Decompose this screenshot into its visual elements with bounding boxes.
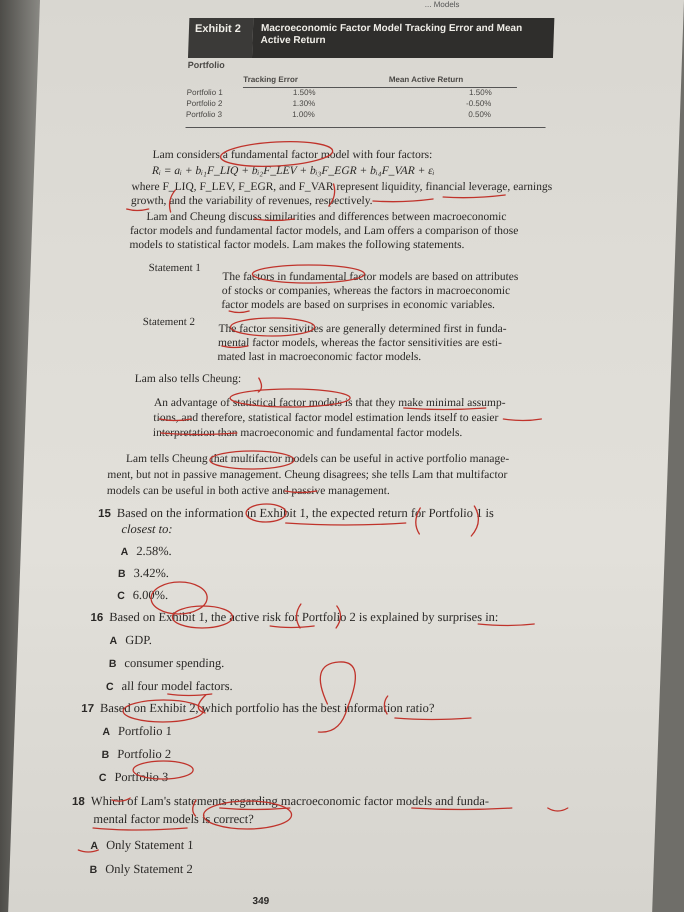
statement-2-line: mated last in macroeconomic factor models.	[217, 351, 422, 363]
question-text: Based on Exhibit 1, the active risk for Portfolio 2 is explained by surprises in:	[109, 610, 499, 624]
answer-option	[120, 544, 172, 559]
intro-line: growth, and the variability of revenues, respectively.	[130, 195, 373, 207]
pen-underline	[270, 626, 314, 628]
option-text: GDP.	[125, 633, 153, 647]
pen-underline	[168, 694, 212, 696]
column-header-mean-active-return: Mean Active Return	[388, 75, 464, 84]
column-header-tracking-error: Tracking Error	[243, 75, 299, 84]
statement-1-line: of stocks or companies, whereas the factors in macroeconomic	[221, 285, 511, 297]
question-15	[98, 506, 494, 522]
option-letter: C	[98, 772, 107, 784]
option-letter: B	[117, 568, 126, 580]
exhibit-title: Macroeconomic Factor Model Tracking Error and Mean Active Return	[252, 18, 554, 58]
question-16	[90, 610, 499, 626]
intro-line: Lam and Cheung discuss similarities and differences between macroeconomic	[146, 211, 507, 223]
pen-loop	[318, 662, 355, 732]
paragraph-line: models can be useful in both active and passive management.	[106, 485, 391, 497]
question-text: Based on Exhibit 2, which portfolio has the best information ratio?	[99, 701, 435, 715]
statement-2-label: Statement 2	[142, 316, 196, 328]
answer-option	[99, 770, 169, 785]
table-cell: 0.50%	[468, 110, 492, 119]
option-text: 6.00%.	[132, 588, 169, 602]
answer-option	[109, 656, 225, 671]
table-cell: Portfolio 3	[185, 110, 223, 119]
lam-tells-cheung: Lam also tells Cheung:	[134, 373, 242, 385]
option-letter: A	[109, 635, 118, 647]
table-cell: 1.00%	[292, 110, 316, 119]
pen-bracket	[258, 378, 261, 392]
running-header: ... Models	[424, 0, 460, 9]
answer-option	[102, 724, 172, 739]
answer-option	[118, 566, 170, 581]
pen-underline	[548, 808, 568, 811]
exhibit-2	[186, 18, 555, 128]
table-rule	[186, 127, 546, 128]
option-letter: A	[102, 726, 111, 738]
option-letter: A	[120, 546, 129, 558]
page-number: 349	[252, 896, 270, 907]
table-cell: -0.50%	[465, 99, 492, 108]
paragraph-line: Lam tells Cheung that multifactor models can be useful in active portfolio manage-	[125, 453, 510, 465]
statement-1-label: Statement 1	[148, 262, 202, 274]
option-letter: B	[89, 864, 98, 876]
question-number: 16	[90, 612, 104, 624]
question-text: Based on the information in Exhibit 1, the expected return for Portfolio 1 is	[116, 506, 495, 520]
answer-option	[106, 679, 233, 694]
option-letter: B	[108, 658, 117, 670]
pen-underline	[373, 195, 505, 202]
exhibit-tag: Exhibit 2	[188, 18, 253, 58]
statement-1-line: The factors in fundamental factor models are based on attributes	[222, 271, 519, 283]
column-header-portfolio: Portfolio	[187, 60, 225, 70]
answer-option	[109, 633, 152, 648]
exhibit-column-headers	[243, 72, 518, 88]
statement-2-line: The factor sensitivities are generally determined first in funda-	[218, 323, 507, 335]
pen-underline	[395, 718, 471, 720]
answer-option	[90, 838, 194, 853]
option-letter: B	[101, 749, 110, 761]
table-cell: 1.50%	[292, 88, 316, 97]
table-row	[187, 88, 517, 99]
question-number: 17	[81, 703, 95, 715]
option-text: Portfolio 2	[117, 747, 172, 761]
book-page	[8, 0, 684, 912]
intro-line: factor models and fundamental factor models, and Lam offers a comparison of those	[129, 225, 519, 237]
table-cell: Portfolio 2	[186, 99, 223, 108]
question-17	[81, 701, 435, 717]
statement-1-line: factor models are based on surprises in economic variables.	[221, 299, 496, 311]
option-text: Portfolio 1	[117, 724, 173, 738]
table-cell: 1.50%	[468, 88, 492, 97]
question-text-cont: mental factor models is correct?	[93, 812, 255, 826]
question-number: 15	[97, 508, 112, 520]
question-text: Which of Lam's statements regarding macroeconomic factor models and funda-	[90, 794, 490, 808]
option-letter: C	[116, 590, 125, 602]
pen-underline	[127, 209, 149, 211]
option-text: 3.42%.	[133, 566, 170, 580]
paragraph-line: ment, but not in passive management. Cheung disagrees; she tells Lam that multifactor	[107, 469, 508, 481]
quote-line: interpretation than macroeconomic and fundamental factor models.	[152, 427, 463, 439]
table-row	[186, 110, 516, 121]
table-cell: Portfolio 1	[186, 88, 223, 97]
option-text: Only Statement 2	[105, 862, 193, 876]
option-letter: C	[105, 681, 114, 693]
answer-option	[89, 862, 193, 877]
table-row	[186, 99, 516, 110]
option-text: 2.58%.	[136, 544, 173, 558]
option-text: all four model factors.	[121, 679, 233, 693]
exhibit-header	[188, 18, 554, 58]
question-text-cont: closest to:	[121, 522, 173, 536]
option-text: consumer spending.	[124, 656, 225, 670]
intro-line: models to statistical factor models. Lam makes the following statements.	[129, 239, 465, 251]
question-18	[72, 794, 490, 810]
intro-line: Lam considers a fundamental factor model with four factors:	[152, 149, 433, 161]
option-text: Only Statement 1	[105, 838, 194, 852]
statement-2-line: mental factor models, whereas the factor sensitivities are esti-	[217, 337, 503, 349]
option-letter: A	[90, 840, 99, 852]
quote-line: An advantage of statistical factor models is that they make minimal assump-	[153, 397, 506, 409]
factor-equation: Rᵢ = aᵢ + bᵢ₁F_LIQ + bᵢ₂F_LEV + bᵢ₃F_EGR + bᵢ₄F_VAR + εᵢ	[151, 165, 435, 177]
table-cell: 1.30%	[292, 99, 316, 108]
pen-underline	[93, 828, 187, 830]
question-number: 18	[71, 796, 85, 808]
exhibit-table	[186, 60, 518, 128]
answer-option	[117, 588, 169, 603]
pen-underline	[286, 523, 406, 525]
answer-option	[101, 747, 171, 762]
quote-line: tions, and therefore, statistical factor model estimation lends itself to easier	[153, 412, 499, 424]
option-text: Portfolio 3	[114, 770, 169, 784]
intro-line: where F_LIQ, F_LEV, F_EGR, and F_VAR represent liquidity, financial leverage, earnings	[131, 181, 553, 193]
